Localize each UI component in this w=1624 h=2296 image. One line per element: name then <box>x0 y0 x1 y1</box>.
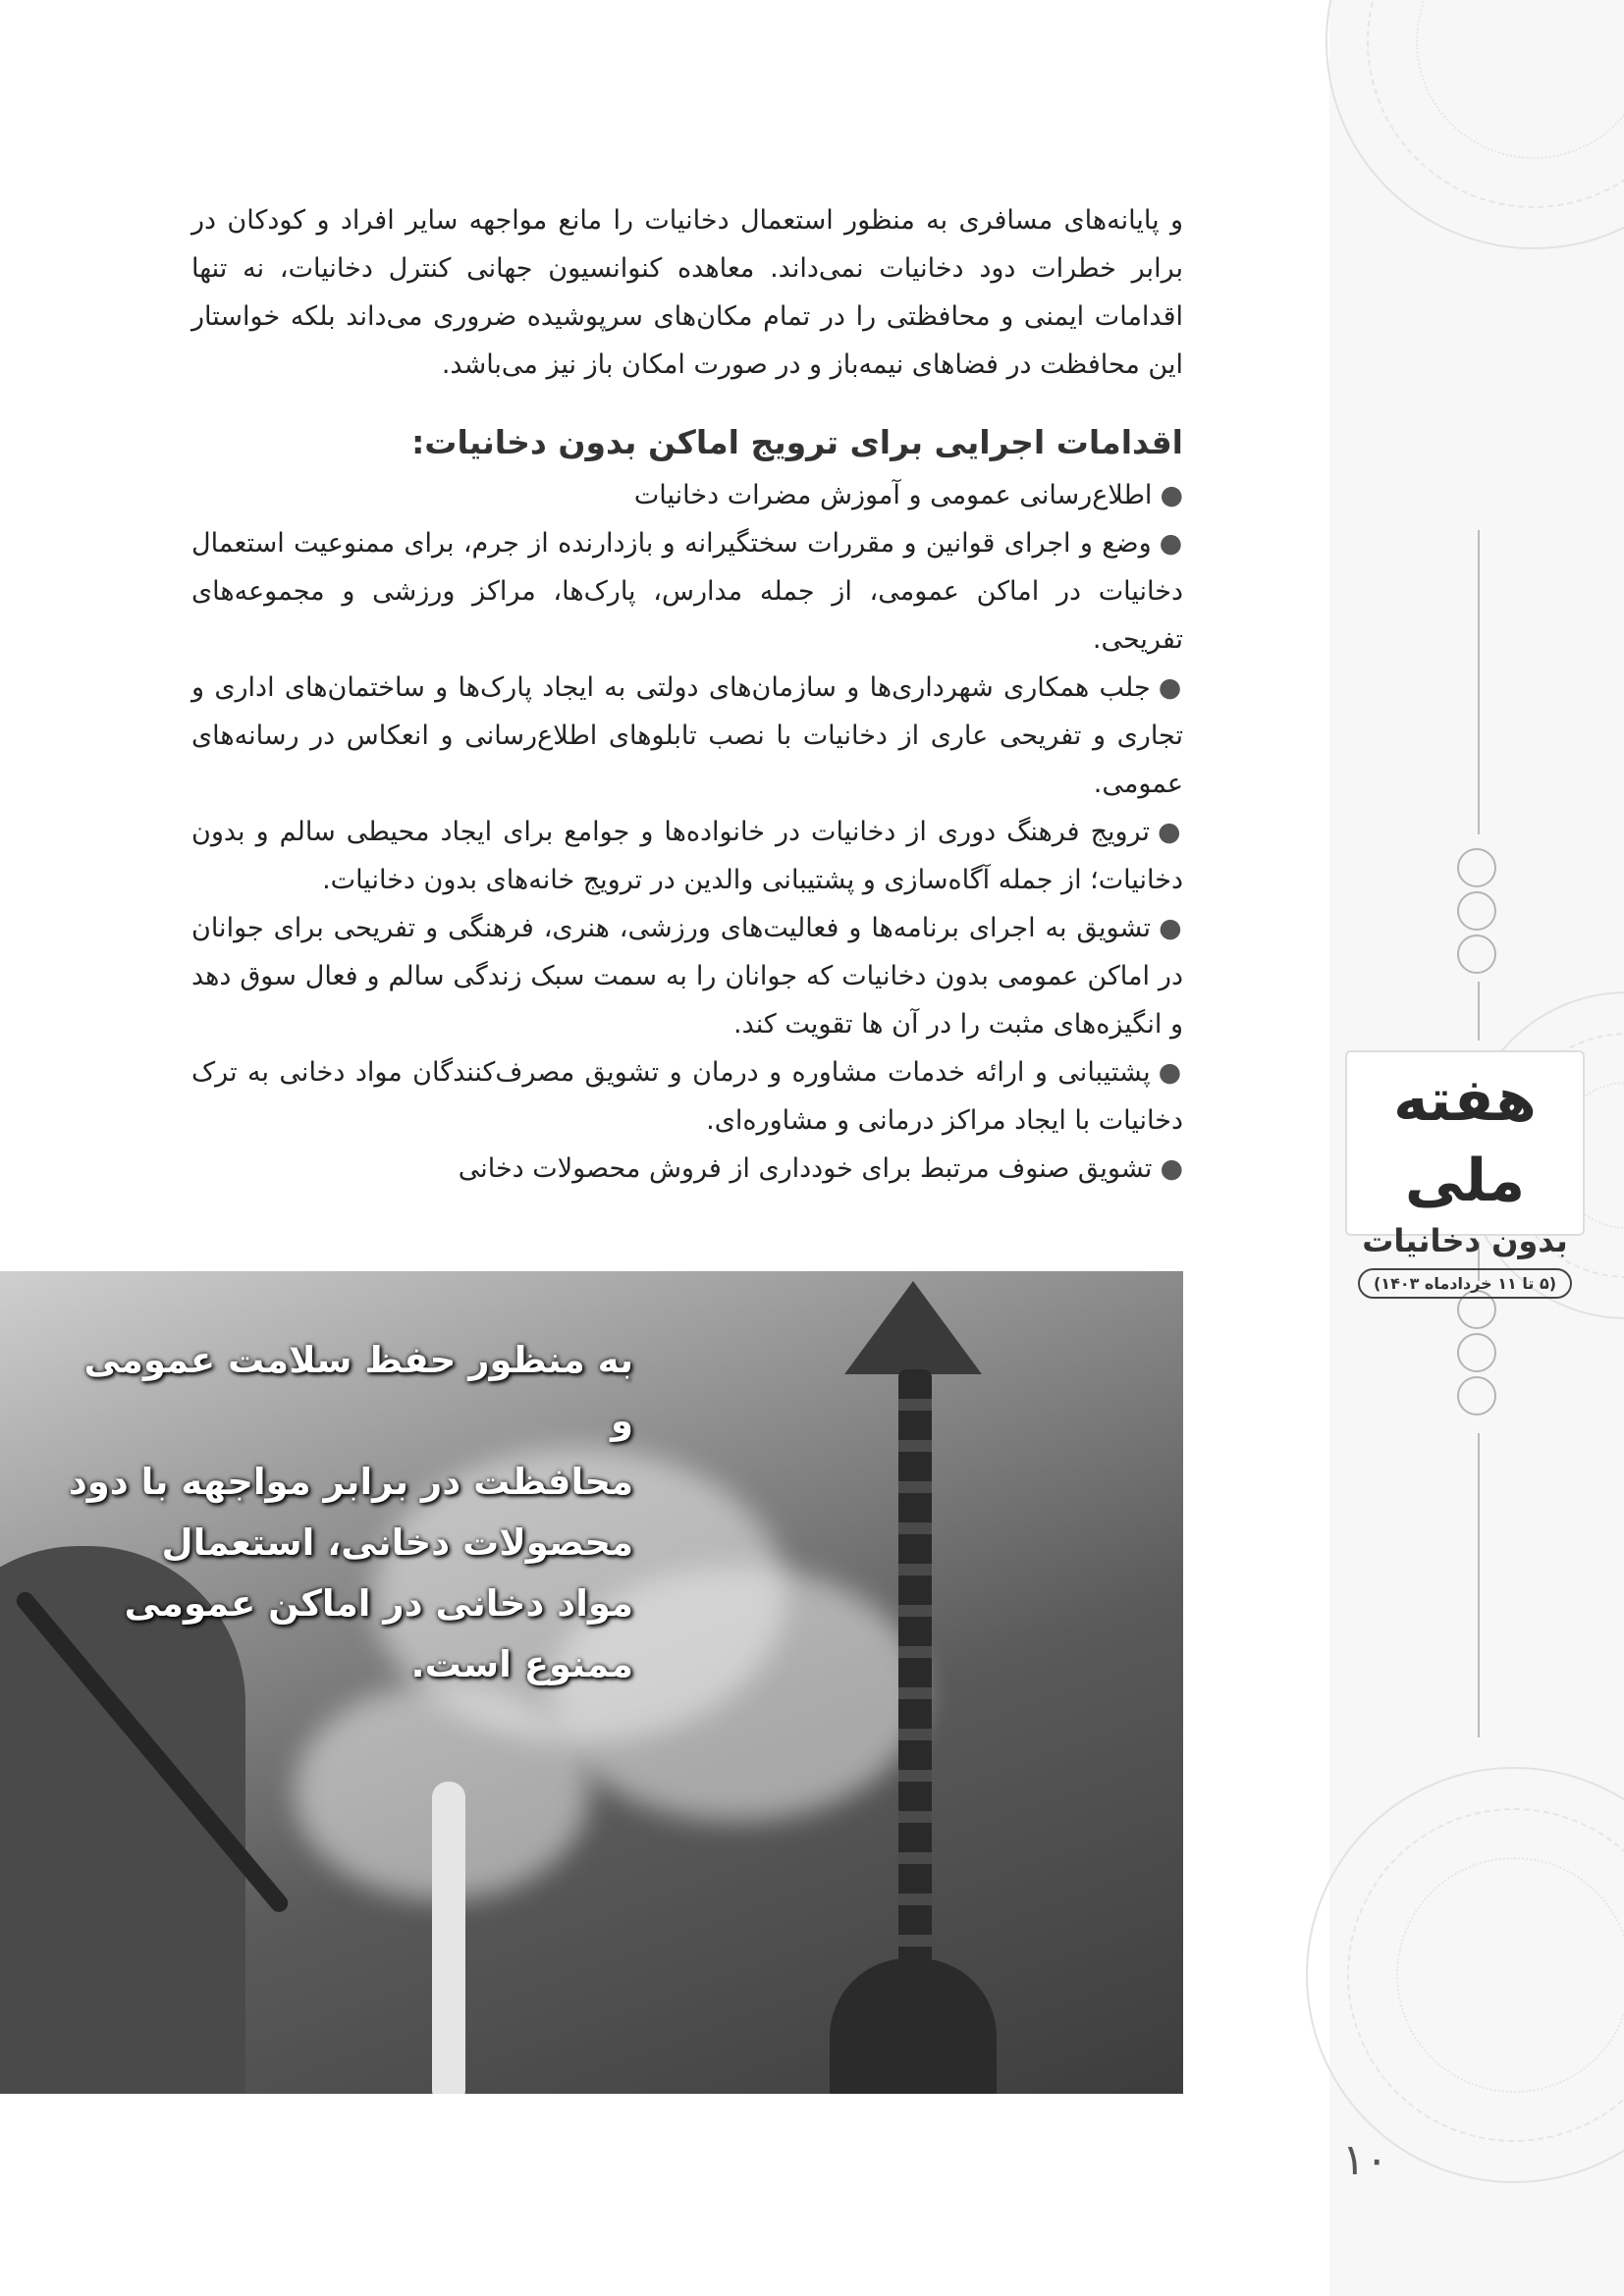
mandala-ornament-bottom <box>1306 1767 1624 2183</box>
campaign-logo <box>1345 1050 1585 1293</box>
filigree-ornament-top <box>1461 844 1496 978</box>
bullet-icon: ● <box>1159 913 1183 943</box>
photo-caption <box>54 1330 633 1695</box>
caption-line: به منظور حفظ سلامت عمومی و <box>83 1339 633 1442</box>
bullet-icon: ● <box>1158 672 1184 703</box>
photo-hookah-bowl <box>844 1281 982 1374</box>
section-heading: اقدامات اجرایی برای ترویج اماکن بدون دخانیات: <box>411 423 1183 461</box>
filigree-ornament-bottom <box>1461 1286 1496 1419</box>
list-item: ●اطلاع‌رسانی عمومی و آموزش مضرات دخانیات <box>633 480 1183 510</box>
logo-subtitle: بدون دخانیات <box>1362 1222 1568 1259</box>
list-item: ●وضع و اجرای قوانین و مقررات سختگیرانه و بازدارنده از جرم، برای ممنوعیت استعمال دخانیات در اماکن عمومی، از جمله مدارس، پارک‌ها، مراکز ورزشی و مجموعه‌های تفریحی. <box>191 528 1184 655</box>
divider-line-top <box>1478 530 1480 834</box>
hookah-photo <box>0 1271 1183 2094</box>
bullet-icon: ● <box>1160 1153 1183 1184</box>
list-item: ●تشویق به اجرای برنامه‌ها و فعالیت‌های ورزشی، هنری، فرهنگی و تفریحی برای جوانان در اماکن عمومی بدون دخانیات که جوانان را به سمت سبک زندگی سالم و فعال سوق دهد و انگیزه‌های مثبت را در آن ها تقویت کند. <box>191 913 1183 1040</box>
divider-line-bottom <box>1478 1433 1480 1737</box>
list-item: ●ترویج فرهنگ دوری از دخانیات در خانواده‌ها و جوامع برای ایجاد محیطی سالم و بدون دخانیات؛ از جمله آگاه‌سازی و پشتیبانی والدین در ترویج خانه‌های بدون دخانیات. <box>191 817 1183 895</box>
photo-hookah-mouthpiece <box>432 1782 465 2094</box>
photo-hookah-base <box>830 1958 997 2094</box>
caption-line: ممنوع است. <box>410 1643 633 1685</box>
list-item: ●تشویق صنوف مرتبط برای خودداری از فروش محصولات دخانی <box>458 1153 1183 1184</box>
bullet-icon: ● <box>1159 528 1184 559</box>
divider-line-mid-top <box>1478 982 1480 1041</box>
measures-list <box>191 471 1183 1193</box>
list-item: ●جلب همکاری شهرداری‌ها و سازمان‌های دولتی به ایجاد پارک‌ها و ساختمان‌های اداری و تجاری و تفریحی عاری از دخانیات با نصب تابلوهای اطلاع‌رسانی و انعکاس در رسانه‌های عمومی. <box>191 672 1184 799</box>
page-number: ۱۰ <box>1341 2135 1388 2185</box>
logo-dates: (۵ تا ۱۱ خردادماه ۱۴۰۳) <box>1358 1268 1572 1299</box>
bullet-icon: ● <box>1157 817 1183 847</box>
caption-line: محصولات دخانی، استعمال <box>161 1522 633 1564</box>
caption-line: محافظت در برابر مواجهه با دود <box>68 1461 633 1503</box>
logo-title: هفته ملی <box>1393 1066 1537 1215</box>
bullet-icon: ● <box>1160 480 1183 510</box>
main-content <box>191 196 1183 1193</box>
intro-paragraph: و پایانه‌های مسافری به منظور استعمال دخانیات را مانع مواجهه سایر افراد و کودکان در برابر خطرات دود دخانیات نمی‌داند. معاهده کنوانسیون جهانی کنترل دخانیات، نه تنها اقدامات ایمنی و محافظتی را در تمام مکان‌های سرپوشیده ضروری می‌داند بلکه خواستار این محافظت در فضاهای نیمه‌باز و در صورت امکان باز نیز می‌باشد. <box>191 205 1183 380</box>
caption-line: مواد دخانی در اماکن عمومی <box>124 1582 633 1625</box>
list-item: ●پشتیبانی و ارائه خدمات مشاوره و درمان و تشویق مصرف‌کنندگان مواد دخانی به ترک دخانیات با ایجاد مراکز درمانی و مشاوره‌ای. <box>191 1057 1183 1136</box>
bullet-icon: ● <box>1158 1057 1183 1088</box>
mandala-ornament-top <box>1326 0 1624 249</box>
